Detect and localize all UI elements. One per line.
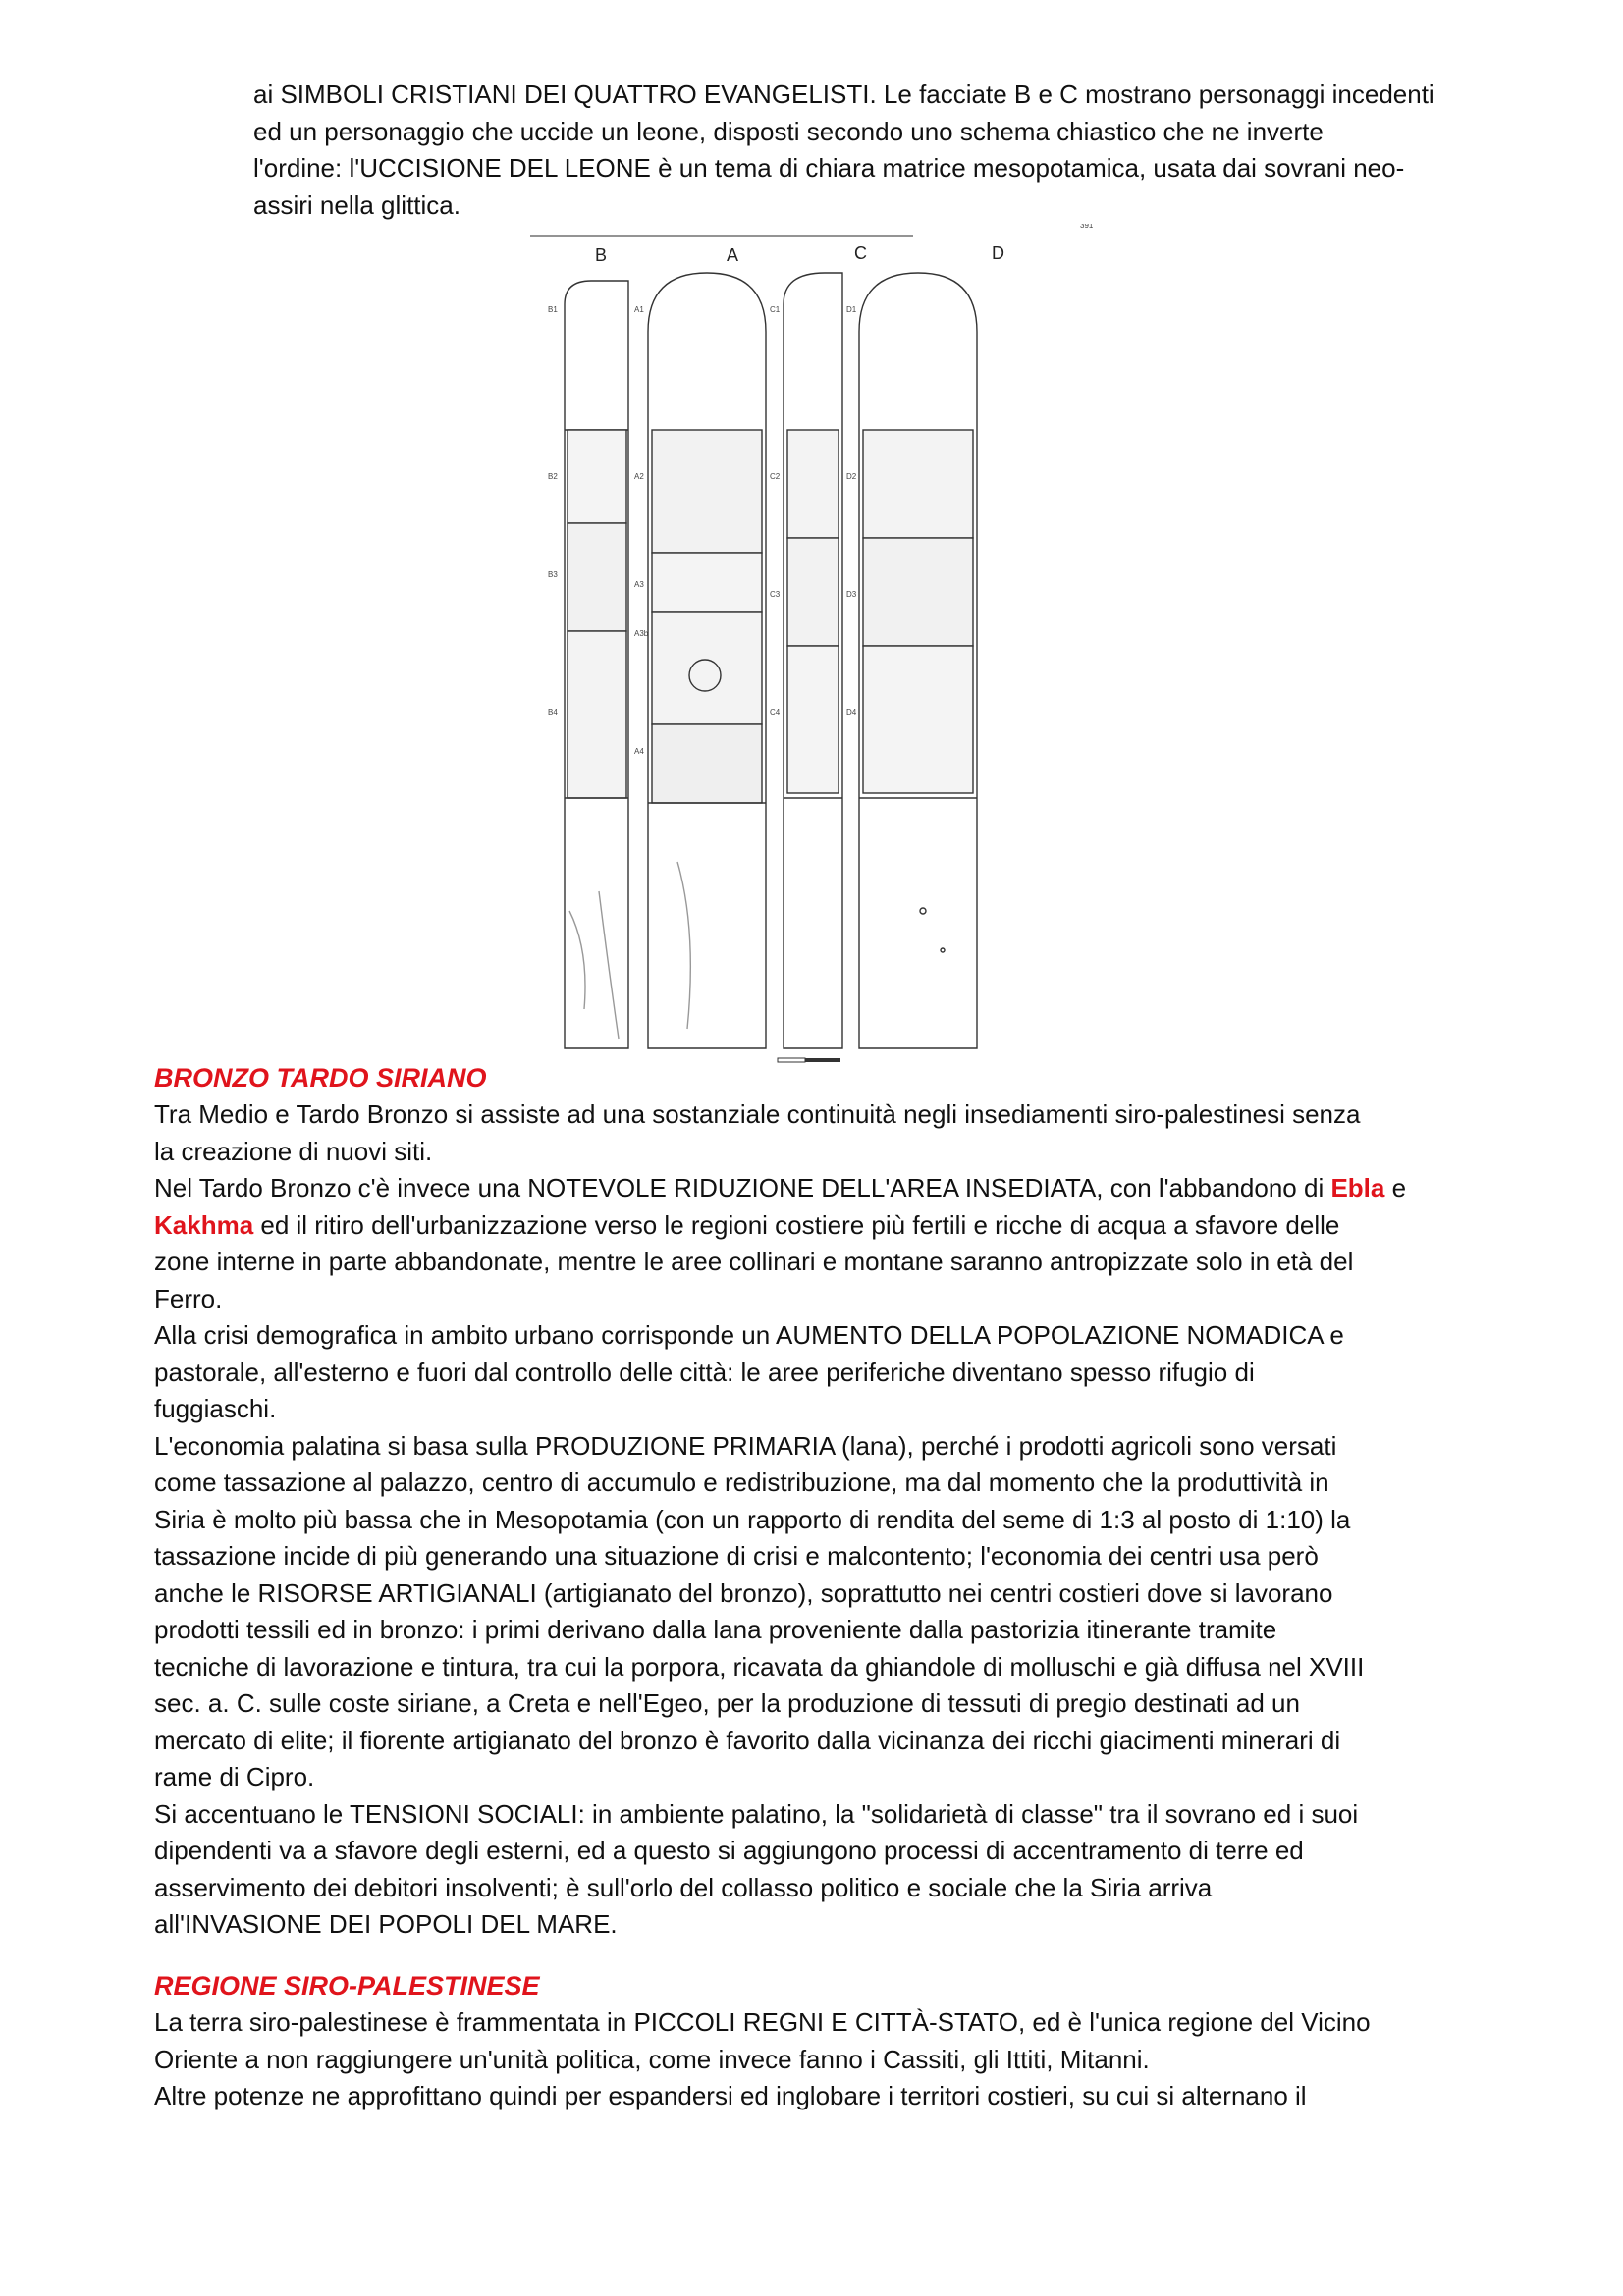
register-label: A3 — [634, 580, 644, 589]
register-label: C4 — [770, 708, 781, 717]
face-c — [784, 273, 842, 1048]
text-line: Siria è molto più bassa che in Mesopotamia (con un rapporto di rendita del seme di 1:3 al posto di 1:10) la — [154, 1504, 1351, 1534]
text-line — [154, 1170, 1475, 1207]
text-segment: e — [1384, 1173, 1407, 1202]
text-line: l'ordine: l'UCCISIONE DEL LEONE è un tema di chiara matrice mesopotamica, usata dai sovrani neo- — [253, 153, 1405, 183]
face-a — [648, 273, 766, 1048]
register-label: D3 — [846, 590, 857, 599]
text-line: la creazione di nuovi siti. — [154, 1136, 433, 1166]
text-segment: ed il ritiro dell'urbanizzazione verso le regioni costiere più fertili e ricche di acqua a sfavore delle — [253, 1209, 1340, 1240]
face-label-c: C — [854, 243, 867, 263]
text-line: dipendenti va a sfavore degli esterni, ed a questo si aggiungono processi di accentramento di terre ed — [154, 1836, 1304, 1865]
text-line: rame di Cipro. — [154, 1762, 315, 1791]
text-line: come tassazione al palazzo, centro di accumulo e redistribuzione, ma dal momento che la produttività in — [154, 1468, 1329, 1497]
text-line: zone interne in parte abbandonate, mentre le aree collinari e montane saranno antropizzate solo in età del — [154, 1247, 1354, 1276]
face-label-a: A — [727, 245, 739, 265]
face-label-d: D — [992, 243, 1004, 263]
text-line: Altre potenze ne approfittano quindi per espandersi ed inglobare i territori costieri, su cui si alternano il — [154, 2081, 1307, 2110]
register-label: D2 — [846, 472, 857, 481]
text-line: all'INVASIONE DEI POPOLI DEL MARE. — [154, 1909, 618, 1939]
stele-faces-figure — [530, 224, 1119, 1068]
text-line: ed un personaggio che uccide un leone, disposti secondo uno schema chiastico che ne inverte — [253, 116, 1324, 146]
face-b — [565, 281, 628, 1048]
face-d — [859, 273, 977, 1048]
text-line: pastorale, all'esterno e fuori dal controllo delle città: le aree periferiche diventano spesso rifugio di — [154, 1357, 1255, 1387]
text-line: asservimento dei debitori insolventi; è sull'orlo del collasso politico e sociale che la Siria arriva — [154, 1872, 1213, 1902]
text-line: anche le RISORSE ARTIGIANALI (artigianato del bronzo), soprattutto nei centri costieri dove si lavorano — [154, 1577, 1333, 1608]
text-line: Ferro. — [154, 1283, 223, 1313]
register-label: D1 — [846, 305, 857, 314]
figure-page-number: 391 — [1080, 224, 1094, 230]
register-label: B3 — [548, 570, 558, 579]
text-line — [154, 1207, 1475, 1245]
text-line: sec. a. C. sulle coste siriane, a Creta e nell'Egeo, per la produzione di tessuti di pregio destinati ad un — [154, 1688, 1300, 1718]
register-label: D4 — [846, 708, 857, 717]
text-line: tecniche di lavorazione e tintura, tra cui la porpora, ricavata da ghiandole di molluschi e già diffusa nel XVIII — [154, 1651, 1365, 1682]
register-label: C3 — [770, 590, 781, 599]
text-line: mercato di elite; il fiorente artigianato del bronzo è favorito dalla vicinanza dei ricchi giacimenti minerari di — [154, 1725, 1341, 1755]
section-heading-regione-siro-palestinese: REGIONE SIRO-PALESTINESE — [154, 1971, 540, 2001]
register-label: A2 — [634, 472, 644, 481]
text-line: Oriente a non raggiungere un'unità politica, come invece fanno i Cassiti, gli Ittiti, Mitanni. — [154, 2044, 1150, 2074]
text-line: Si accentuano le TENSIONI SOCIALI: in ambiente palatino, la "solidarietà di classe" tra il sovrano ed i suoi — [154, 1798, 1359, 1829]
register-label: A4 — [634, 747, 644, 756]
text-line: fuggiaschi. — [154, 1394, 277, 1423]
place-name-kakhma: Kakhma — [154, 1209, 254, 1240]
register-label: B4 — [548, 708, 558, 717]
register-label: B2 — [548, 472, 558, 481]
section1-body — [154, 1096, 1475, 1944]
section-heading-bronzo-tardo: BRONZO TARDO SIRIANO — [154, 1063, 487, 1093]
register-label: B1 — [548, 305, 558, 314]
section2-body — [154, 2004, 1475, 2115]
text-line: Alla crisi demografica in ambito urbano corrisponde un AUMENTO DELLA POPOLAZIONE NOMADICA e — [154, 1320, 1344, 1350]
place-name-ebla: Ebla — [1330, 1173, 1385, 1202]
text-segment: Nel Tardo Bronzo c'è invece una NOTEVOLE RIDUZIONE DELL'AREA INSEDIATA, con l'abbandono di — [154, 1173, 1331, 1202]
register-label: C2 — [770, 472, 781, 481]
register-label: A3b — [634, 629, 649, 638]
text-line: assiri nella glittica. — [253, 189, 460, 220]
scale-bar — [778, 1058, 840, 1062]
text-line: L'economia palatina si basa sulla PRODUZIONE PRIMARIA (lana), perché i prodotti agricoli sono versati — [154, 1430, 1337, 1461]
text-line: ai SIMBOLI CRISTIANI DEI QUATTRO EVANGELISTI. Le facciate B e C mostrano personaggi incedenti — [253, 80, 1434, 109]
text-line: Tra Medio e Tardo Bronzo si assiste ad una sostanziale continuità negli insediamenti siro-palestinesi senza — [154, 1099, 1361, 1129]
intro-paragraph — [253, 77, 1476, 224]
text-line: tassazione incide di più generando una situazione di crisi e malcontento; l'economia dei centri usa però — [154, 1541, 1319, 1571]
text-line: prodotti tessili ed in bronzo: i primi derivano dalla lana proveniente dalla pastorizia itinerante tramite — [154, 1615, 1277, 1644]
stele-drawing — [530, 224, 1119, 1068]
register-label: C1 — [770, 305, 781, 314]
register-label: A1 — [634, 305, 644, 314]
face-label-b: B — [595, 245, 608, 265]
text-line: La terra siro-palestinese è frammentata in PICCOLI REGNI E CITTÀ-STATO, ed è l'unica regione del Vicino — [154, 2007, 1371, 2037]
